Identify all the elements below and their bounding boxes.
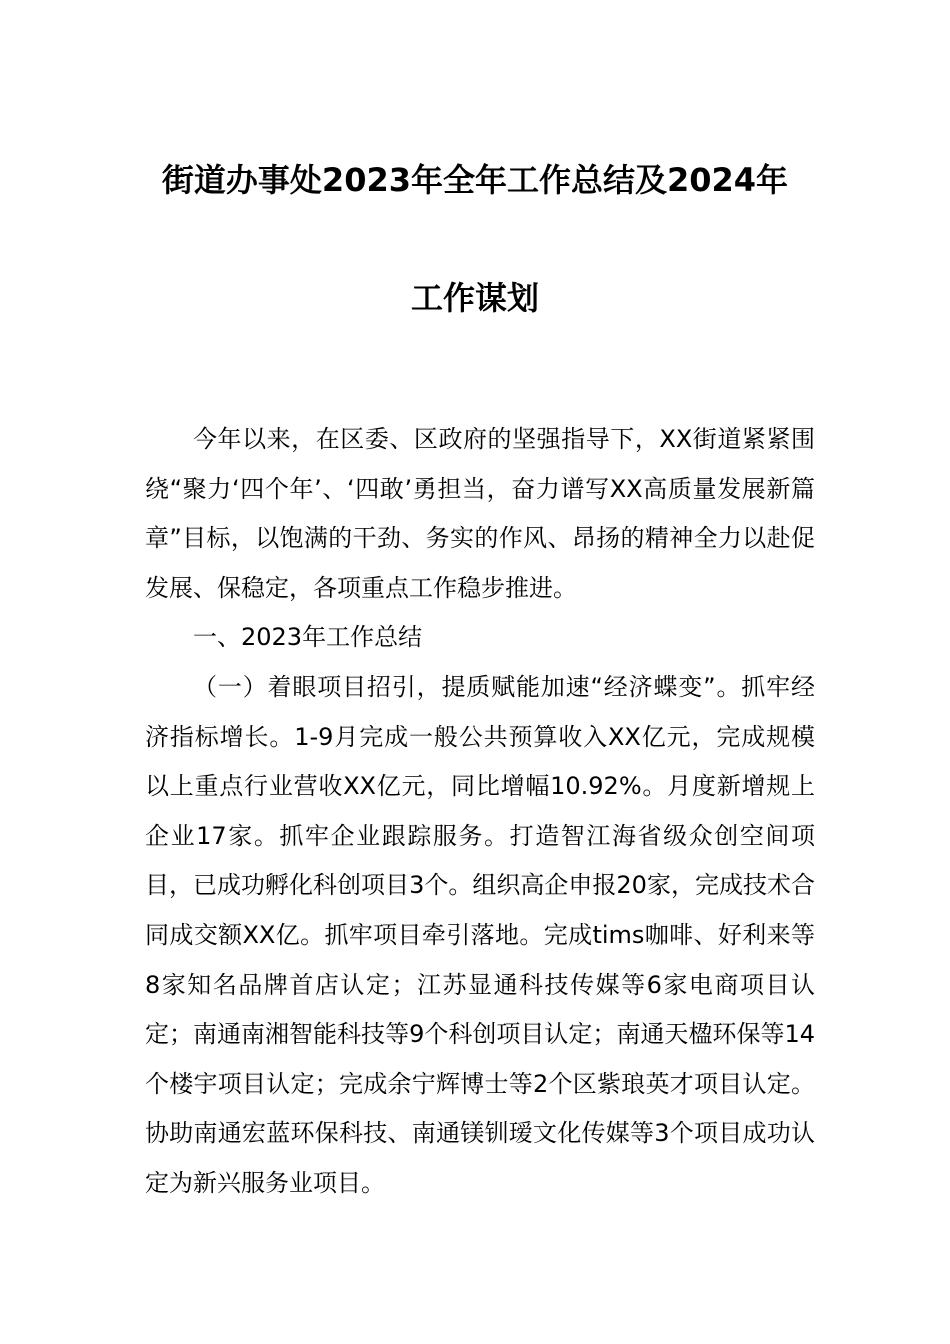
document-title-line-2: 工作谋划: [410, 279, 539, 317]
section-heading: 一、2023年工作总结: [193, 623, 423, 652]
intro-paragraph: 今年以来，在区委、区政府的坚强指导下，XX街道紧紧围绕“聚力‘四个年’、‘四敢’勇担当，奋力谱写XX高质量发展新篇章”目标，以饱满的干劲、务实的作风、昂扬的精神全力以赴促发展、保稳定，各项重点工作稳步推进。: [145, 425, 815, 602]
document-body: [145, 415, 815, 1209]
document-title-line-1: 街道办事处2023年全年工作总结及2024年: [161, 161, 789, 199]
section-paragraph: （一）着眼项目招引，提质赋能加速“经济蝶变”。抓牢经济指标增长。1-9月完成一般公共预算收入XX亿元，完成规模以上重点行业营收XX亿元，同比增幅10.92%。月度新增规上企业17家。抓牢企业跟踪服务。打造智江海省级众创空间项目，已成功孵化科创项目3个。组织高企申报20家，完成技术合同成交额XX亿。抓牢项目牵引落地。完成tims咖啡、好利来等8家知名品牌首店认定；江苏显通科技传媒等6家电商项目认定；南通南湘智能科技等9个科创项目认定；南通天楹环保等14个楼宇项目认定；完成余宁辉博士等2个区紫琅英才项目认定。协助南通宏蓝环保科技、南通镁钏瑷文化传媒等3个项目成功认定为新兴服务业项目。: [145, 672, 815, 1197]
